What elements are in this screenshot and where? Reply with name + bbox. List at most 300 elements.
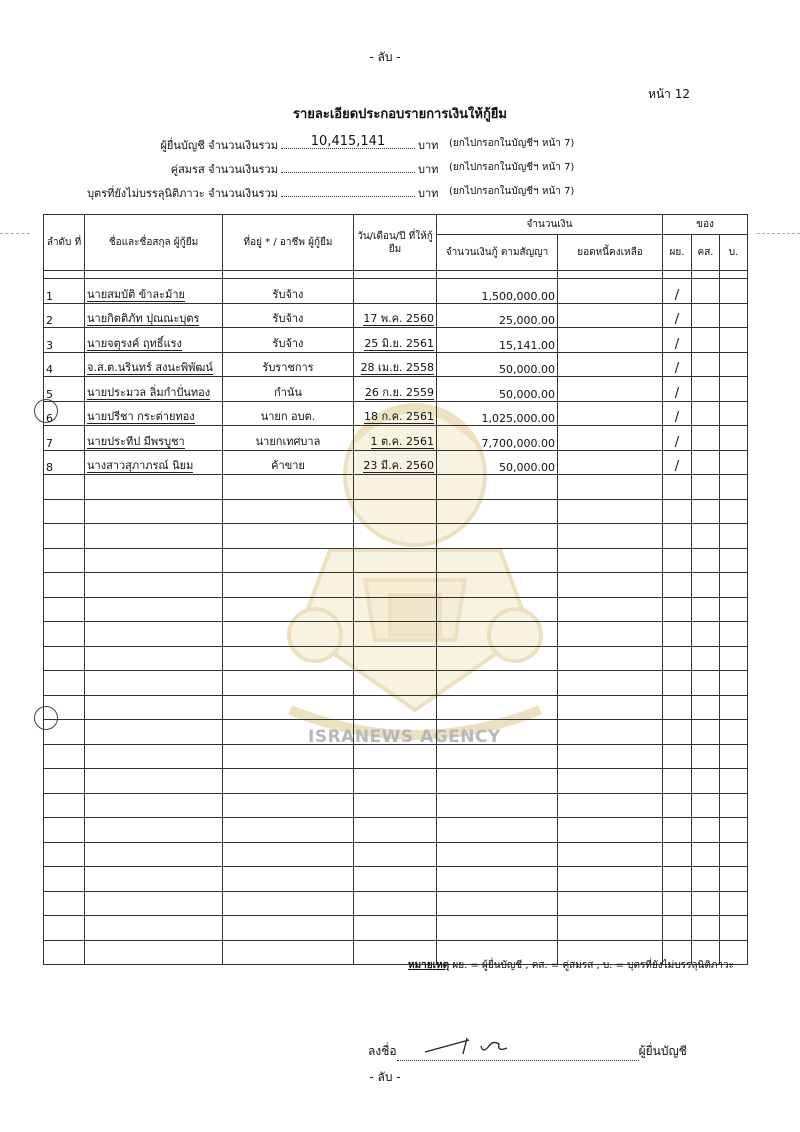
borrower-occupation	[223, 377, 354, 402]
empty-cell	[558, 842, 663, 867]
empty-cell	[558, 818, 663, 843]
loan-date	[354, 377, 437, 402]
empty-cell	[558, 646, 663, 671]
summary-unit: บาท	[418, 187, 439, 200]
table-row	[44, 303, 748, 328]
empty-cell	[223, 597, 354, 622]
empty-cell	[85, 499, 223, 524]
empty-cell	[354, 475, 437, 500]
owner-self-check	[663, 352, 692, 377]
loan-details-table	[43, 214, 748, 965]
empty-cell	[558, 548, 663, 573]
empty-cell	[44, 793, 85, 818]
col-header-owner-group: ของ	[663, 215, 748, 235]
empty-cell	[437, 769, 558, 794]
summary-line-declarant	[0, 136, 800, 152]
empty-cell	[44, 891, 85, 916]
empty-cell	[354, 646, 437, 671]
owner-self-check	[663, 426, 692, 451]
empty-cell	[720, 720, 748, 745]
empty-cell	[692, 622, 720, 647]
empty-cell	[692, 769, 720, 794]
summary-label: ผู้ยื่นบัญชี จำนวนเงินรวม	[160, 139, 278, 152]
empty-cell	[558, 671, 663, 696]
row-number-text: 1	[46, 289, 53, 303]
empty-cell	[692, 916, 720, 941]
empty-cell	[44, 744, 85, 769]
table-row-empty	[44, 622, 748, 647]
empty-cell	[663, 524, 692, 549]
empty-cell	[692, 744, 720, 769]
row-number-text: 6	[46, 412, 53, 425]
remaining-balance	[558, 328, 663, 353]
empty-cell	[437, 573, 558, 598]
footnote	[408, 958, 734, 973]
empty-cell	[663, 916, 692, 941]
row-number	[44, 377, 85, 402]
empty-cell	[663, 695, 692, 720]
loan-date	[354, 279, 437, 304]
empty-cell	[223, 891, 354, 916]
footnote-text: ผย. = ผู้ยื่นบัญชี , คส. = คู่สมรส , บ. = บุตรที่ยังไม่บรรลุนิติภาวะ	[449, 960, 735, 971]
row-number	[44, 303, 85, 328]
owner-spouse-check	[692, 377, 720, 402]
empty-cell	[354, 793, 437, 818]
empty-cell	[85, 548, 223, 573]
empty-cell	[223, 671, 354, 696]
owner-child-check	[720, 352, 748, 377]
empty-cell	[720, 573, 748, 598]
empty-cell	[44, 475, 85, 500]
empty-cell	[44, 940, 85, 965]
borrower-name-text: นายจตุรงค์ ฤทธิ์แรง	[87, 336, 182, 350]
borrower-occupation	[223, 450, 354, 475]
empty-cell	[437, 842, 558, 867]
owner-self-check	[663, 303, 692, 328]
empty-cell	[558, 475, 663, 500]
borrower-name-text: นายประมวล ลิ่มกำปั่นทอง	[87, 385, 211, 399]
loan-amount	[437, 426, 558, 451]
borrower-occupation	[223, 426, 354, 451]
loan-amount-text: 1,025,000.00	[481, 412, 555, 425]
borrower-name	[85, 303, 223, 328]
empty-cell	[85, 475, 223, 500]
empty-cell	[692, 793, 720, 818]
empty-cell	[437, 891, 558, 916]
owner-child-check	[720, 279, 748, 304]
row-number-text: 7	[46, 436, 53, 450]
secret-label-bottom: - ลับ -	[369, 1070, 401, 1084]
col-header-no: ลำดับ ที่	[44, 215, 85, 271]
table-row-empty	[44, 891, 748, 916]
loan-amount	[437, 401, 558, 426]
signature-suffix: ผู้ยื่นบัญชี	[638, 1044, 687, 1058]
col-header-owner-child: บ.	[720, 235, 748, 271]
loan-date-text: 26 ก.ย. 2559	[364, 385, 434, 399]
empty-cell	[692, 573, 720, 598]
owner-self-check-text: /	[674, 410, 680, 425]
borrower-occupation	[223, 303, 354, 328]
empty-cell	[354, 597, 437, 622]
table-row-empty	[44, 646, 748, 671]
empty-cell	[663, 769, 692, 794]
table-row-empty	[44, 695, 748, 720]
empty-cell	[437, 867, 558, 892]
borrower-occupation	[223, 401, 354, 426]
loan-amount-text: 50,000.00	[499, 461, 555, 474]
loan-amount-text: 25,000.00	[499, 314, 555, 327]
empty-cell	[85, 916, 223, 941]
empty-cell	[44, 867, 85, 892]
empty-cell	[85, 622, 223, 647]
empty-cell	[692, 548, 720, 573]
empty-cell	[85, 818, 223, 843]
empty-cell	[437, 646, 558, 671]
empty-cell	[437, 499, 558, 524]
table-row-empty	[44, 671, 748, 696]
empty-cell	[437, 524, 558, 549]
table-row-empty	[44, 720, 748, 745]
row-number	[44, 328, 85, 353]
summary-label: คู่สมรส จำนวนเงินรวม	[170, 163, 278, 176]
loan-amount-text: 15,141.00	[499, 338, 555, 352]
empty-cell	[558, 793, 663, 818]
empty-cell	[663, 720, 692, 745]
borrower-occupation-text: กำนัน	[274, 385, 302, 399]
owner-self-check-text: /	[674, 336, 680, 352]
row-number-text: 8	[46, 461, 53, 474]
owner-spouse-check	[692, 352, 720, 377]
empty-cell	[558, 597, 663, 622]
empty-cell	[437, 695, 558, 720]
empty-cell	[85, 720, 223, 745]
signature-line	[368, 1042, 687, 1061]
owner-self-check-text: /	[674, 287, 680, 303]
remaining-balance	[558, 426, 663, 451]
table-row-empty	[44, 573, 748, 598]
signature-prefix: ลงชื่อ	[368, 1044, 397, 1058]
empty-cell	[223, 548, 354, 573]
empty-cell	[223, 622, 354, 647]
empty-cell	[354, 720, 437, 745]
loan-amount-text: 1,500,000.00	[481, 289, 555, 303]
owner-self-check	[663, 401, 692, 426]
empty-cell	[720, 867, 748, 892]
empty-cell	[85, 646, 223, 671]
empty-cell	[85, 940, 223, 965]
empty-cell	[223, 524, 354, 549]
empty-cell	[437, 744, 558, 769]
owner-self-check-text: /	[674, 434, 680, 450]
borrower-occupation-text: รับจ้าง	[272, 312, 304, 325]
empty-cell	[720, 769, 748, 794]
empty-cell	[223, 842, 354, 867]
empty-cell	[44, 597, 85, 622]
empty-cell	[223, 695, 354, 720]
empty-cell	[354, 769, 437, 794]
empty-cell	[44, 548, 85, 573]
empty-cell	[437, 671, 558, 696]
empty-cell	[85, 671, 223, 696]
empty-cell	[663, 646, 692, 671]
borrower-occupation	[223, 328, 354, 353]
table-row-empty	[44, 916, 748, 941]
summary-value-field	[281, 160, 415, 173]
col-header-date: วัน/เดือน/ปี ที่ให้กู้ยืม	[354, 215, 437, 271]
empty-cell	[223, 818, 354, 843]
owner-self-check	[663, 328, 692, 353]
empty-cell	[223, 720, 354, 745]
empty-cell	[354, 818, 437, 843]
summary-unit: บาท	[418, 139, 439, 152]
remaining-balance	[558, 450, 663, 475]
empty-cell	[437, 916, 558, 941]
empty-cell	[44, 916, 85, 941]
empty-cell	[720, 646, 748, 671]
empty-cell	[692, 671, 720, 696]
loan-date	[354, 426, 437, 451]
table-row	[44, 401, 748, 426]
empty-cell	[692, 695, 720, 720]
owner-self-check-text: /	[674, 312, 680, 327]
row-number	[44, 450, 85, 475]
col-header-money-group: จำนวนเงิน	[437, 215, 663, 235]
empty-cell	[437, 793, 558, 818]
empty-cell	[663, 867, 692, 892]
empty-cell	[354, 622, 437, 647]
summary-value-field	[281, 184, 415, 197]
empty-cell	[692, 524, 720, 549]
empty-cell	[85, 744, 223, 769]
summary-note: (ยกไปกรอกในบัญชีฯ หน้า 7)	[449, 138, 575, 149]
empty-cell	[720, 475, 748, 500]
empty-cell	[354, 891, 437, 916]
borrower-occupation	[223, 352, 354, 377]
footnote-label: หมายเหตุ	[408, 960, 450, 971]
loan-amount-text: 7,700,000.00	[481, 436, 555, 450]
empty-cell	[44, 842, 85, 867]
loan-amount-text: 50,000.00	[499, 363, 555, 376]
summary-unit: บาท	[418, 163, 439, 176]
loan-date	[354, 328, 437, 353]
owner-self-check	[663, 450, 692, 475]
empty-cell	[437, 622, 558, 647]
empty-cell	[437, 818, 558, 843]
empty-cell	[663, 818, 692, 843]
signature-field	[397, 1048, 639, 1061]
empty-cell	[558, 891, 663, 916]
owner-self-check-text: /	[674, 385, 680, 401]
empty-cell	[558, 744, 663, 769]
empty-cell	[223, 940, 354, 965]
empty-cell	[44, 524, 85, 549]
summary-note: (ยกไปกรอกในบัญชีฯ หน้า 7)	[449, 162, 575, 173]
borrower-name	[85, 328, 223, 353]
empty-cell	[720, 499, 748, 524]
borrower-name	[85, 377, 223, 402]
loan-date-text: 17 พ.ค. 2560	[363, 312, 434, 325]
empty-cell	[44, 646, 85, 671]
empty-cell	[558, 622, 663, 647]
empty-cell	[720, 891, 748, 916]
empty-cell	[558, 524, 663, 549]
page-number: หน้า 12	[648, 87, 690, 101]
row-number-text: 3	[46, 338, 53, 352]
summary-line-spouse	[0, 160, 800, 176]
empty-cell	[692, 891, 720, 916]
empty-cell	[558, 695, 663, 720]
borrower-name-text: จ.ส.ต.นรินทร์ สงนะพิพัฒน์	[87, 361, 213, 374]
remaining-balance	[558, 352, 663, 377]
borrower-occupation-text: รับราชการ	[262, 361, 314, 374]
empty-cell	[354, 867, 437, 892]
borrower-name	[85, 426, 223, 451]
empty-cell	[663, 597, 692, 622]
owner-child-check	[720, 426, 748, 451]
empty-cell	[85, 867, 223, 892]
empty-cell	[354, 916, 437, 941]
summary-line-child	[0, 184, 800, 200]
borrower-occupation-text: นายก อบต.	[260, 410, 316, 423]
table-row	[44, 426, 748, 451]
empty-cell	[558, 499, 663, 524]
empty-cell	[437, 597, 558, 622]
empty-cell	[663, 744, 692, 769]
empty-cell	[354, 524, 437, 549]
empty-cell	[437, 720, 558, 745]
loan-amount	[437, 377, 558, 402]
empty-cell	[85, 524, 223, 549]
empty-cell	[44, 499, 85, 524]
empty-cell	[85, 573, 223, 598]
summary-value: 10,415,141	[310, 134, 386, 149]
empty-cell	[692, 842, 720, 867]
empty-cell	[85, 891, 223, 916]
empty-cell	[44, 671, 85, 696]
empty-cell	[663, 475, 692, 500]
col-header-balance: ยอดหนี้คงเหลือ	[558, 235, 663, 271]
empty-cell	[720, 597, 748, 622]
table-row	[44, 450, 748, 475]
row-number-text: 2	[46, 314, 53, 327]
table-row-empty	[44, 524, 748, 549]
empty-cell	[558, 720, 663, 745]
borrower-name	[85, 279, 223, 304]
empty-cell	[692, 867, 720, 892]
owner-child-check	[720, 377, 748, 402]
empty-cell	[720, 622, 748, 647]
summary-value-field	[281, 136, 415, 149]
empty-cell	[354, 842, 437, 867]
owner-child-check	[720, 303, 748, 328]
empty-cell	[44, 622, 85, 647]
empty-cell	[223, 475, 354, 500]
table-row	[44, 328, 748, 353]
row-number	[44, 352, 85, 377]
empty-cell	[720, 671, 748, 696]
empty-cell	[223, 793, 354, 818]
row-number	[44, 426, 85, 451]
row-number-text: 4	[46, 363, 53, 376]
loan-amount	[437, 303, 558, 328]
table-row-empty	[44, 842, 748, 867]
summary-note: (ยกไปกรอกในบัญชีฯ หน้า 7)	[449, 186, 575, 197]
owner-self-check-text: /	[674, 459, 680, 474]
owner-child-check	[720, 450, 748, 475]
empty-cell	[692, 720, 720, 745]
empty-cell	[44, 769, 85, 794]
loan-date-text: 18 ก.ค. 2561	[364, 410, 434, 423]
empty-cell	[85, 842, 223, 867]
table-row-empty	[44, 475, 748, 500]
empty-cell	[663, 671, 692, 696]
table-row	[44, 377, 748, 402]
empty-cell	[720, 818, 748, 843]
empty-cell	[692, 597, 720, 622]
loan-amount-text: 50,000.00	[499, 387, 555, 401]
empty-cell	[44, 573, 85, 598]
borrower-occupation-text: รับจ้าง	[272, 287, 304, 301]
owner-spouse-check	[692, 303, 720, 328]
loan-date	[354, 303, 437, 328]
borrower-occupation-text: นายกเทศบาล	[255, 434, 321, 448]
empty-cell	[663, 573, 692, 598]
loan-date	[354, 352, 437, 377]
borrower-occupation-text: รับจ้าง	[272, 336, 304, 350]
owner-spouse-check	[692, 328, 720, 353]
owner-child-check	[720, 401, 748, 426]
owner-spouse-check	[692, 279, 720, 304]
empty-cell	[437, 548, 558, 573]
empty-cell	[663, 622, 692, 647]
empty-cell	[663, 793, 692, 818]
borrower-occupation	[223, 279, 354, 304]
owner-self-check-text: /	[674, 361, 680, 376]
loan-date-text: 25 มิ.ย. 2561	[364, 336, 434, 350]
borrower-name-text: นางสาวสุภาภรณ์ นิยม	[87, 459, 194, 472]
table-row-empty	[44, 744, 748, 769]
table-row-empty	[44, 818, 748, 843]
empty-cell	[692, 499, 720, 524]
empty-cell	[558, 573, 663, 598]
empty-cell	[85, 793, 223, 818]
empty-cell	[720, 695, 748, 720]
empty-cell	[663, 499, 692, 524]
remaining-balance	[558, 303, 663, 328]
table-row-empty	[44, 499, 748, 524]
empty-cell	[558, 916, 663, 941]
empty-cell	[354, 548, 437, 573]
empty-cell	[354, 573, 437, 598]
scan-mark	[0, 233, 30, 235]
table-row	[44, 279, 748, 304]
loan-amount	[437, 352, 558, 377]
owner-self-check	[663, 279, 692, 304]
empty-cell	[558, 867, 663, 892]
col-header-name: ชื่อและชื่อสกุล ผู้กู้ยืม	[85, 215, 223, 271]
empty-cell	[720, 744, 748, 769]
empty-cell	[720, 793, 748, 818]
loan-date-text: 23 มี.ค. 2560	[363, 459, 434, 472]
col-header-amount: จำนวนเงินกู้ ตามสัญญา	[437, 235, 558, 271]
empty-cell	[85, 695, 223, 720]
empty-cell	[692, 475, 720, 500]
owner-spouse-check	[692, 426, 720, 451]
loan-date	[354, 401, 437, 426]
owner-self-check	[663, 377, 692, 402]
page-title: รายละเอียดประกอบรายการเงินให้กู้ยืม	[292, 107, 507, 122]
loan-date-text: 28 เม.ย. 2558	[360, 361, 434, 374]
